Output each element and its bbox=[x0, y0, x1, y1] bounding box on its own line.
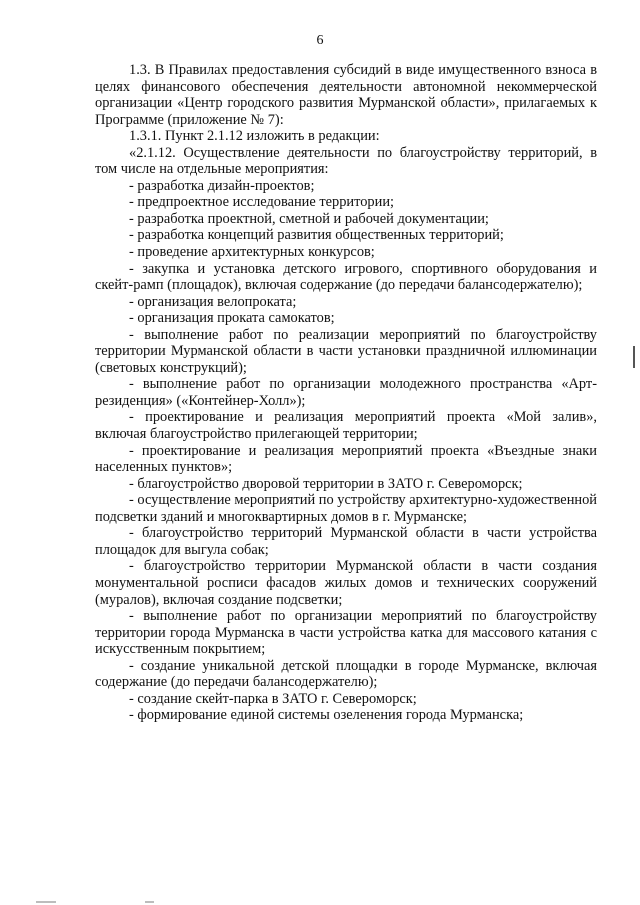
paragraph-1-3-subsidy-rules: 1.3. В Правилах предоставления субсидий в виде имущественного взноса в целях финансового обеспечения деятельности автономной некоммерческой организации «Центр городского развития Мурманской области», прилагаемых к Программе (приложение № 7): bbox=[95, 62, 597, 128]
list-item: - проектирование и реализация мероприятий проекта «Мой залив», включая благоустройство прилегающей территории; bbox=[95, 409, 597, 443]
list-item: - благоустройство дворовой территории в ЗАТО г. Североморск; bbox=[129, 475, 523, 492]
paragraph-1-3-1: 1.3.1. Пункт 2.1.12 изложить в редакции: bbox=[129, 128, 380, 145]
list-item: - создание скейт-парка в ЗАТО г. Североморск; bbox=[129, 690, 417, 707]
list-item: - закупка и установка детского игрового, спортивного оборудования и скейт-рамп (площадок), включая содержание (до передачи балансодержателю); bbox=[95, 260, 597, 294]
document-body bbox=[95, 62, 597, 724]
list-item: - выполнение работ по реализации мероприятий по благоустройству территории Мурманской области в части установки праздничной иллюминации (световых конструкций); bbox=[95, 326, 597, 376]
list-item: - предпроектное исследование территории; bbox=[129, 194, 395, 211]
list-item: - разработка проектной, сметной и рабочей документации; bbox=[129, 210, 489, 227]
list-item: - формирование единой системы озеленения города Мурманска; bbox=[129, 707, 524, 724]
list-item: - осуществление мероприятий по устройству архитектурно-художественной подсветки зданий и многоквартирных домов в г. Мурманске; bbox=[95, 492, 597, 525]
list-item: - создание уникальной детской площадки в городе Мурманске, включая содержание (до передачи балансодержателю); bbox=[95, 657, 597, 691]
scan-margin-mark bbox=[633, 346, 635, 368]
list-item: - благоустройство территории Мурманской области в части создания монументальной росписи фасадов жилых домов и технических сооружений (муралов), включая создание подсветки; bbox=[95, 558, 597, 608]
list-item: - проведение архитектурных конкурсов; bbox=[129, 244, 375, 261]
scan-footer-mark bbox=[36, 901, 56, 903]
list-item: - разработка концепций развития общественных территорий; bbox=[129, 227, 504, 244]
scan-footer-mark bbox=[145, 901, 154, 903]
list-item: - проектирование и реализация мероприятий проекта «Въездные знаки населенных пунктов»; bbox=[95, 442, 597, 476]
list-item: - организация проката самокатов; bbox=[129, 310, 335, 327]
list-item: - выполнение работ по организации мероприятий по благоустройству территории города Мурманска в части устройства катка для массового катания с искусственным покрытием; bbox=[95, 608, 597, 658]
paragraph-2-1-12: «2.1.12. Осуществление деятельности по благоустройству территорий, в том числе на отдельные мероприятия: bbox=[95, 144, 597, 178]
list-item: - разработка дизайн-проектов; bbox=[129, 177, 315, 194]
list-item: - организация велопроката; bbox=[129, 293, 297, 310]
page-number: 6 bbox=[316, 33, 324, 48]
list-item: - выполнение работ по организации молодежного пространства «Арт-резиденция» («Контейнер-Холл»); bbox=[95, 376, 597, 409]
list-item: - благоустройство территорий Мурманской области в части устройства площадок для выгула собак; bbox=[95, 525, 597, 558]
